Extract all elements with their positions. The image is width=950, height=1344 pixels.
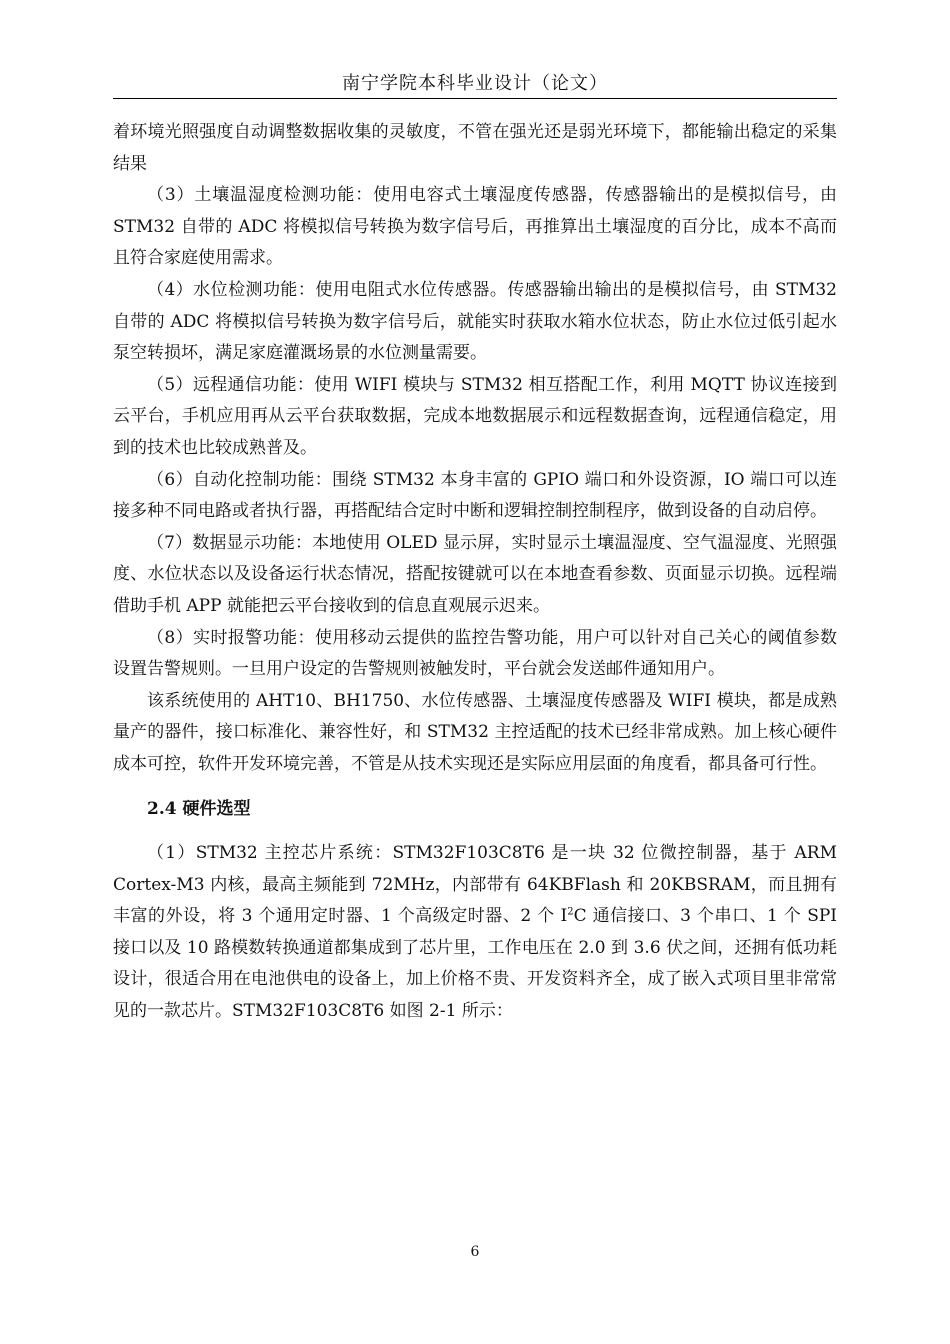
page-number: 6 [470,1244,480,1260]
header-divider [113,98,837,99]
paragraph: （3）土壤温湿度检测功能：使用电容式土壤湿度传感器，传感器输出的是模拟信号，由 STM32 自带的 ADC 将模拟信号转换为数字信号后，再推算出土壤湿度的百分比，成本不高而且符合家庭使用需求。 [113,185,837,269]
section-number: 2.4 [147,799,177,820]
paragraph: 该系统使用的 AHT10、BH1750、水位传感器、土壤湿度传感器及 WIFI 模块，都是成熟量产的器件，接口标准化、兼容性好，和 STM32 主控适配的技术已经非常成熟。加上核心硬件成本可控，软件开发环境完善，不管是从技术实现还是实际应用层面的角度看，都具备可行性。 [113,690,837,774]
paragraph: （6）自动化控制功能：围绕 STM32 本身丰富的 GPIO 端口和外设资源，IO 端口可以连接多种不同电路或者执行器，再搭配结合定时中断和逻辑控制控制程序，做到设备的自动启停。 [113,469,837,522]
paragraph: （5）远程通信功能：使用 WIFI 模块与 STM32 相互搭配工作，利用 MQTT 协议连接到云平台，手机应用再从云平台获取数据，完成本地数据展示和远程数据查询，远程通信稳定，用到的技术也比较成熟普及。 [113,374,837,458]
superscript: 2 [567,906,574,918]
page-body [113,117,837,1028]
paragraph: 着环境光照强度自动调整数据收集的灵敏度，不管在强光还是弱光环境下，都能输出稳定的采集结果 [113,122,837,174]
paragraph: （4）水位检测功能：使用电阻式水位传感器。传感器输出输出的是模拟信号，由 STM32 自带的 ADC 将模拟信号转换为数字信号后，就能实时获取水箱水位状态，防止水位过低引起水泵空转损坏，满足家庭灌溉场景的水位测量需要。 [113,279,837,364]
paragraph: （8）实时报警功能：使用移动云提供的监控告警功能，用户可以针对自己关心的阈值参数设置告警规则。一旦用户设定的告警规则被触发时，平台就会发送邮件通知用户。 [113,627,837,680]
hardware-text-part1: （1）STM32 主控芯片系统：STM32F103C8T6 是一块 32 位微控制器，基于 ARM Cortex-M3 内核，最高主频能到 72MHz，内部带有 64KBFlash 和 20KBSRAM，而且拥有丰富的外设，将 3 个通用定时器、1 个高级定时器、2 个 I [113,843,837,927]
paragraph: （7）数据显示功能：本地使用 OLED 显示屏，实时显示土壤温湿度、空气温湿度、光照强度、水位状态以及设备运行状态情况，搭配按键就可以在本地查看参数、页面显示切换。远程端借助手机 APP 就能把云平台接收到的信息直观展示迟来。 [113,532,837,616]
hardware-paragraph [113,838,837,1028]
section-title: 硬件选型 [182,799,251,820]
section-heading [113,794,837,826]
page-header-title: 南宁学院本科毕业设计（论文） [342,73,608,94]
hardware-text-part2: C 通信接口、3 个串口、1 个 SPI 接口以及 10 路模数转换通道都集成到了芯片里，工作电压在 2.0 到 3.6 伏之间，还拥有低功耗设计，很适合用在电池供电的设备上，加上价格不贵、开发资料齐全，成了嵌入式项目里非常常见的一款芯片。STM32F103C8T6 如图 2-1 所示： [113,906,837,1022]
